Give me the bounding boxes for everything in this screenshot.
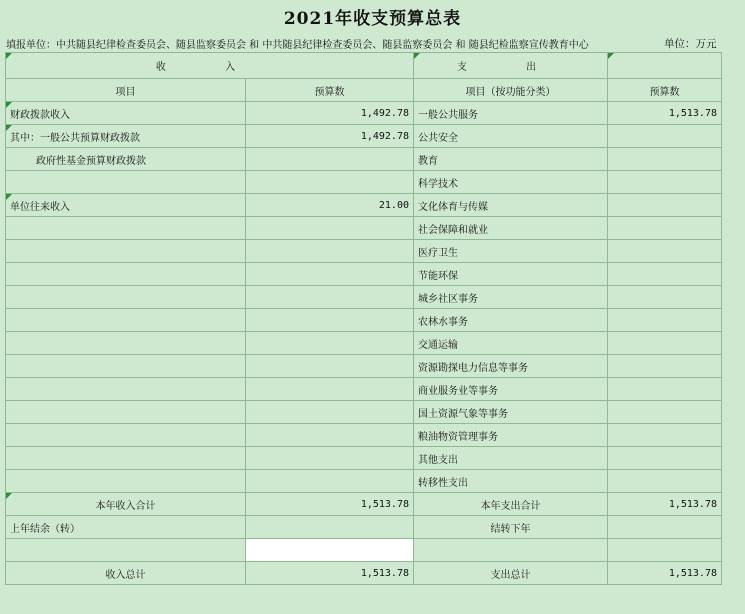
- year-income-label[interactable]: 本年收入合计: [6, 493, 246, 516]
- expense-value-cell[interactable]: [608, 240, 722, 263]
- expense-value-cell[interactable]: [608, 309, 722, 332]
- expense-item-cell[interactable]: 其他支出: [414, 447, 608, 470]
- carry-in-value[interactable]: [246, 516, 414, 539]
- table-row: [6, 332, 722, 355]
- income-item-cell[interactable]: 其中：一般公共预算财政拨款: [6, 125, 246, 148]
- income-value-cell[interactable]: [246, 355, 414, 378]
- table-row: [6, 263, 722, 286]
- carry-in-label[interactable]: 上年结余（转）: [6, 516, 246, 539]
- income-value-cell[interactable]: [246, 401, 414, 424]
- blank-cell[interactable]: [6, 539, 246, 562]
- table-row: [6, 286, 722, 309]
- income-value-cell[interactable]: 1,492.78: [246, 125, 414, 148]
- unit-label: 单位：万元: [664, 38, 717, 50]
- expense-item-cell[interactable]: 医疗卫生: [414, 240, 608, 263]
- year-total-row: [6, 493, 722, 516]
- expense-value-cell[interactable]: [608, 378, 722, 401]
- income-item-cell[interactable]: 政府性基金预算财政拨款: [6, 148, 246, 171]
- grand-expense-value[interactable]: 1,513.78: [608, 562, 722, 585]
- table-row: [6, 148, 722, 171]
- expense-item-cell[interactable]: 粮油物资管理事务: [414, 424, 608, 447]
- income-item-cell[interactable]: [6, 332, 246, 355]
- expense-value-cell[interactable]: [608, 286, 722, 309]
- income-value-cell[interactable]: [246, 286, 414, 309]
- grand-expense-label[interactable]: 支出总计: [414, 562, 608, 585]
- grand-total-row: [6, 562, 722, 585]
- expense-item-cell[interactable]: 教育: [414, 148, 608, 171]
- income-item-cell[interactable]: [6, 355, 246, 378]
- expense-item-header[interactable]: 项目（按功能分类）: [414, 79, 608, 102]
- table-row: [6, 309, 722, 332]
- year-expense-label[interactable]: 本年支出合计: [414, 493, 608, 516]
- header-row-columns: [6, 79, 722, 102]
- expense-item-cell[interactable]: 国土资源气象等事务: [414, 401, 608, 424]
- blank-header-cell[interactable]: [608, 53, 722, 79]
- table-row: [6, 424, 722, 447]
- table-row: [6, 217, 722, 240]
- income-section-header[interactable]: 收 入: [6, 53, 414, 79]
- income-item-cell[interactable]: [6, 171, 246, 194]
- expense-item-cell[interactable]: 城乡社区事务: [414, 286, 608, 309]
- expense-value-cell[interactable]: [608, 424, 722, 447]
- income-value-cell[interactable]: [246, 171, 414, 194]
- expense-value-cell[interactable]: [608, 355, 722, 378]
- expense-value-cell[interactable]: 1,513.78: [608, 102, 722, 125]
- grand-income-label[interactable]: 收入总计: [6, 562, 246, 585]
- income-value-cell[interactable]: [246, 240, 414, 263]
- expense-value-cell[interactable]: [608, 332, 722, 355]
- blank-cell[interactable]: [414, 539, 608, 562]
- expense-item-cell[interactable]: 节能环保: [414, 263, 608, 286]
- expense-value-cell[interactable]: [608, 401, 722, 424]
- expense-item-cell[interactable]: 公共安全: [414, 125, 608, 148]
- table-row: [6, 401, 722, 424]
- income-item-cell[interactable]: [6, 378, 246, 401]
- income-budget-header[interactable]: 预算数: [246, 79, 414, 102]
- blank-cell[interactable]: [246, 539, 414, 562]
- income-value-cell[interactable]: [246, 332, 414, 355]
- year-expense-value[interactable]: 1,513.78: [608, 493, 722, 516]
- income-item-cell[interactable]: 财政拨款收入: [6, 102, 246, 125]
- income-item-cell[interactable]: [6, 286, 246, 309]
- expense-item-cell[interactable]: 农林水事务: [414, 309, 608, 332]
- income-value-cell[interactable]: [246, 378, 414, 401]
- budget-summary-table: [5, 52, 722, 585]
- income-value-cell[interactable]: [246, 470, 414, 493]
- expense-budget-header[interactable]: 预算数: [608, 79, 722, 102]
- income-item-cell[interactable]: [6, 447, 246, 470]
- year-income-value[interactable]: 1,513.78: [246, 493, 414, 516]
- expense-item-cell[interactable]: 交通运输: [414, 332, 608, 355]
- expense-item-cell[interactable]: 社会保障和就业: [414, 217, 608, 240]
- expense-item-cell[interactable]: 科学技术: [414, 171, 608, 194]
- income-value-cell[interactable]: 1,492.78: [246, 102, 414, 125]
- expense-value-cell[interactable]: [608, 470, 722, 493]
- filler-unit-label: 填报单位：中共随县纪律检查委员会、随县监察委员会 和 中共随县纪律检查委员会、随县监察委员会 和 随县纪检监察宣传教育中心: [6, 40, 589, 51]
- table-row: [6, 355, 722, 378]
- grand-income-value[interactable]: 1,513.78: [246, 562, 414, 585]
- income-item-cell[interactable]: [6, 424, 246, 447]
- expense-value-cell[interactable]: [608, 447, 722, 470]
- expense-value-cell[interactable]: [608, 125, 722, 148]
- table-row: [6, 125, 722, 148]
- table-row: [6, 447, 722, 470]
- expense-value-cell[interactable]: [608, 263, 722, 286]
- income-item-cell[interactable]: [6, 240, 246, 263]
- expense-item-cell[interactable]: 资源勘探电力信息等事务: [414, 355, 608, 378]
- income-item-header[interactable]: 项目: [6, 79, 246, 102]
- expense-section-header[interactable]: 支 出: [414, 53, 608, 79]
- expense-item-cell[interactable]: 文化体育与传媒: [414, 194, 608, 217]
- expense-item-cell[interactable]: 一般公共服务: [414, 102, 608, 125]
- page-title: 2021年收支预算总表: [283, 9, 462, 29]
- table-row: [6, 194, 722, 217]
- income-value-cell[interactable]: [246, 447, 414, 470]
- table-row: [6, 102, 722, 125]
- income-item-cell[interactable]: 单位往来收入: [6, 194, 246, 217]
- blank-row: [6, 539, 722, 562]
- income-item-cell[interactable]: [6, 470, 246, 493]
- expense-item-cell[interactable]: 转移性支出: [414, 470, 608, 493]
- table-row: [6, 470, 722, 493]
- header-row-section: [6, 53, 722, 79]
- blank-cell[interactable]: [608, 539, 722, 562]
- income-item-cell[interactable]: [6, 309, 246, 332]
- income-item-cell[interactable]: [6, 401, 246, 424]
- carry-row: [6, 516, 722, 539]
- expense-value-cell[interactable]: [608, 148, 722, 171]
- table-row: [6, 171, 722, 194]
- table-row: [6, 378, 722, 401]
- income-value-cell[interactable]: 21.00: [246, 194, 414, 217]
- carry-out-label[interactable]: 结转下年: [414, 516, 608, 539]
- table-row: [6, 240, 722, 263]
- income-value-cell[interactable]: [246, 263, 414, 286]
- income-value-cell[interactable]: [246, 217, 414, 240]
- expense-value-cell[interactable]: [608, 194, 722, 217]
- income-value-cell[interactable]: [246, 309, 414, 332]
- income-item-cell[interactable]: [6, 263, 246, 286]
- income-value-cell[interactable]: [246, 148, 414, 171]
- carry-out-value[interactable]: [608, 516, 722, 539]
- income-value-cell[interactable]: [246, 424, 414, 447]
- expense-value-cell[interactable]: [608, 217, 722, 240]
- expense-item-cell[interactable]: 商业服务业等事务: [414, 378, 608, 401]
- income-item-cell[interactable]: [6, 217, 246, 240]
- expense-value-cell[interactable]: [608, 171, 722, 194]
